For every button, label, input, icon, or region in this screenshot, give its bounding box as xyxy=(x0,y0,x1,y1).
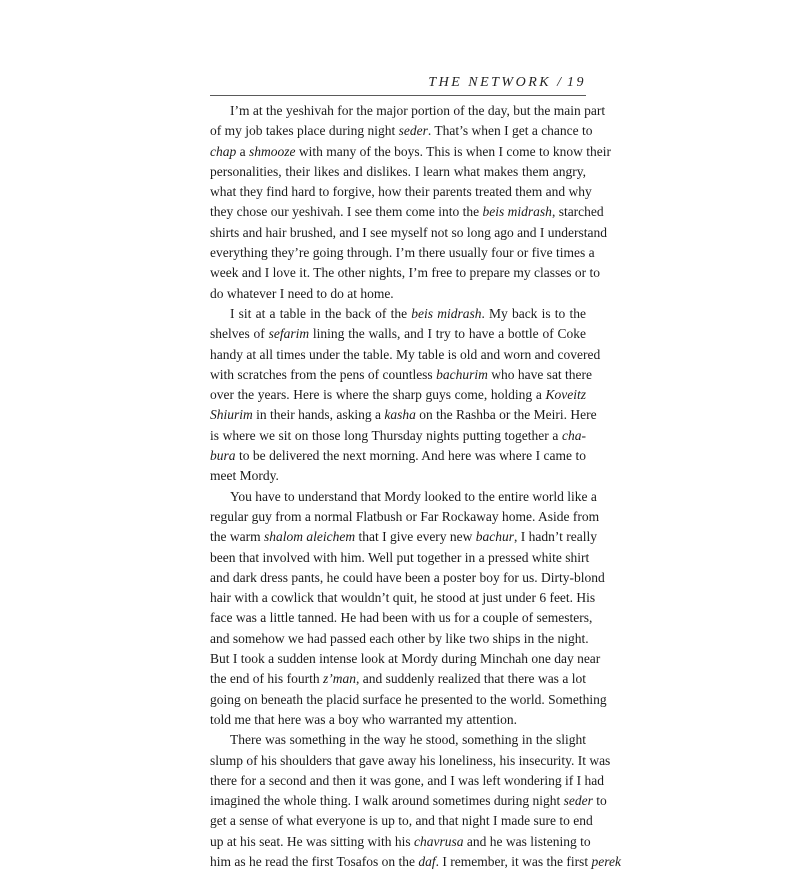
text-run: I sit at a table in the back of the xyxy=(230,305,412,321)
text-line xyxy=(210,466,586,486)
text-run: the warm xyxy=(210,529,264,545)
text-run: to xyxy=(592,793,607,809)
text-line xyxy=(210,405,597,425)
text-run: , I hadn’t really xyxy=(514,529,598,545)
text-run: imagined the whole thing. I walk around sometimes during night xyxy=(210,793,564,809)
text-run: they chose our yeshivah. I see them come into the xyxy=(210,204,483,220)
italic-term: z’man xyxy=(322,671,356,687)
text-line xyxy=(210,771,604,791)
text-line xyxy=(210,142,611,162)
text-run: him as he read the first Tosafos on the xyxy=(210,853,419,869)
text-run: who have sat there xyxy=(487,366,593,382)
running-head xyxy=(210,75,586,96)
text-line xyxy=(210,690,607,710)
text-line xyxy=(210,710,586,730)
text-line xyxy=(210,852,621,872)
text-run: lining the walls, and I try to have a bottle of Coke xyxy=(309,326,586,342)
text-line xyxy=(210,649,601,669)
text-run: I’m at the yeshivah for the major portion of the day, but the main part xyxy=(230,103,606,118)
text-run: is where we sit on those long Thursday nights putting together a xyxy=(210,427,562,443)
text-run: There was something in the way he stood, something in the slight xyxy=(230,732,586,748)
text-run: to be delivered the next morning. And here was where I came to xyxy=(235,448,586,464)
text-run: handy at all times under the table. My table is old and worn and covered xyxy=(210,346,601,362)
text-run: regular guy from a normal Flatbush or Far Rockaway home. Aside from xyxy=(210,508,600,524)
text-run: week and I love it. The other nights, I’m free to prepare my classes or to xyxy=(210,265,600,281)
italic-term: Shiurim xyxy=(210,407,253,423)
running-head-title: THE NETWORK xyxy=(428,75,552,90)
italic-term: Koveitz xyxy=(545,387,586,403)
text-run: there for a second and then it was gone, and I was left wondering if I had xyxy=(210,772,604,788)
text-run: with many of the boys. This is when I come to know their xyxy=(295,143,611,159)
text-run: do whatever I need to do at home. xyxy=(210,285,394,301)
text-line xyxy=(210,751,611,771)
text-run: and he was listening to xyxy=(463,833,591,849)
text-run: of my job takes place during night xyxy=(210,123,399,139)
italic-term: shmooze xyxy=(249,143,296,159)
text-line xyxy=(210,487,597,507)
text-run: get a sense of what everyone is up to, and that night I made sure to end xyxy=(210,813,593,829)
text-run: the end of his fourth xyxy=(210,671,323,687)
text-run: But I took a sudden intense look at Mordy during Minchah one day near xyxy=(210,651,601,667)
italic-term: cha- xyxy=(562,427,586,443)
text-line xyxy=(210,730,586,750)
text-line xyxy=(210,324,586,344)
text-line xyxy=(210,588,596,608)
text-run: shirts and hair brushed, and I see myself not so long ago and I understand xyxy=(210,224,608,240)
text-run: up at his seat. He was sitting with his xyxy=(210,833,414,849)
italic-term: chap xyxy=(210,143,237,159)
paragraph xyxy=(210,101,611,304)
text-line xyxy=(210,101,606,121)
text-line xyxy=(210,385,586,405)
body-text xyxy=(210,101,621,872)
italic-term: bachurim xyxy=(436,366,488,382)
text-run: in their hands, asking a xyxy=(252,407,385,423)
text-run: and dark dress pants, he could have been a poster boy for us. Dirty-blond xyxy=(210,569,605,585)
italic-term: seder xyxy=(563,793,593,809)
italic-term: sefarim xyxy=(268,326,310,342)
text-run: personalities, their likes and dislikes. I learn what makes them angry, xyxy=(210,163,586,179)
text-line xyxy=(210,791,607,811)
text-line xyxy=(210,365,593,385)
text-line xyxy=(210,243,595,263)
text-line xyxy=(210,629,589,649)
text-line xyxy=(210,548,590,568)
italic-term: beis midrash xyxy=(411,305,482,321)
text-line xyxy=(210,182,592,202)
text-line xyxy=(210,304,586,324)
text-run: on the Rashba or the Meiri. Here xyxy=(415,407,597,423)
text-run: a xyxy=(236,143,249,159)
text-run: shelves of xyxy=(210,326,269,342)
italic-term: bachur xyxy=(475,529,515,545)
page-number: 19 xyxy=(567,75,586,90)
text-run: hair with a cowlick that wouldn’t quit, he stood at just under 6 feet. His xyxy=(210,590,596,606)
text-run: . I remember, it was the first xyxy=(435,853,592,869)
paragraph xyxy=(210,487,607,731)
text-line xyxy=(210,568,605,588)
italic-term: kasha xyxy=(384,407,416,423)
text-line xyxy=(210,263,600,283)
italic-term: seder xyxy=(398,123,428,139)
text-line xyxy=(210,162,586,182)
text-run: . My back is to the xyxy=(481,305,586,321)
text-run: You have to understand that Mordy looked to the entire world like a xyxy=(230,488,597,504)
text-line xyxy=(210,426,586,446)
text-line xyxy=(210,608,593,628)
italic-term: beis midrash xyxy=(482,204,552,220)
paragraph xyxy=(210,730,621,872)
text-line xyxy=(210,284,586,304)
italic-term: daf xyxy=(418,853,436,869)
text-run: and somehow we had passed each other by like two ships in the night. xyxy=(210,630,589,646)
text-run: going on beneath the placid surface he presented to the world. Something xyxy=(210,691,607,707)
text-run: meet Mordy. xyxy=(210,468,279,484)
text-run: , and suddenly realized that there was a lot xyxy=(355,671,586,687)
text-run: face was a little tanned. He had been with us for a couple of semesters, xyxy=(210,610,593,626)
text-line xyxy=(210,832,591,852)
text-line xyxy=(210,223,608,243)
italic-term: bura xyxy=(210,448,236,464)
text-line xyxy=(210,527,598,547)
text-run: . That’s when I get a chance to xyxy=(427,123,593,139)
text-run: slump of his shoulders that gave away his loneliness, his insecurity. It was xyxy=(210,752,611,768)
text-line xyxy=(210,202,604,222)
italic-term: shalom aleichem xyxy=(263,529,356,545)
paragraph xyxy=(210,304,601,487)
text-line xyxy=(210,345,601,365)
italic-term: chavrusa xyxy=(413,833,464,849)
text-run: everything they’re going through. I’m there usually four or five times a xyxy=(210,245,595,261)
text-run: that I give every new xyxy=(355,529,476,545)
text-run: been that involved with him. Well put together in a pressed white shirt xyxy=(210,549,590,565)
text-line xyxy=(210,811,593,831)
italic-term: perek xyxy=(591,853,621,869)
running-head-separator: / xyxy=(557,75,561,90)
text-run: what they find hard to forgive, how their parents treated them and why xyxy=(210,184,592,200)
text-line xyxy=(210,121,593,141)
text-run: over the years. Here is where the sharp guys come, holding a xyxy=(210,387,546,403)
text-run: with scratches from the pens of countless xyxy=(210,366,437,382)
text-line xyxy=(210,669,586,689)
text-run: , starched xyxy=(551,204,604,220)
text-run: told me that here was a boy who warranted my attention. xyxy=(210,711,518,727)
text-line xyxy=(210,507,600,527)
text-line xyxy=(210,446,586,466)
